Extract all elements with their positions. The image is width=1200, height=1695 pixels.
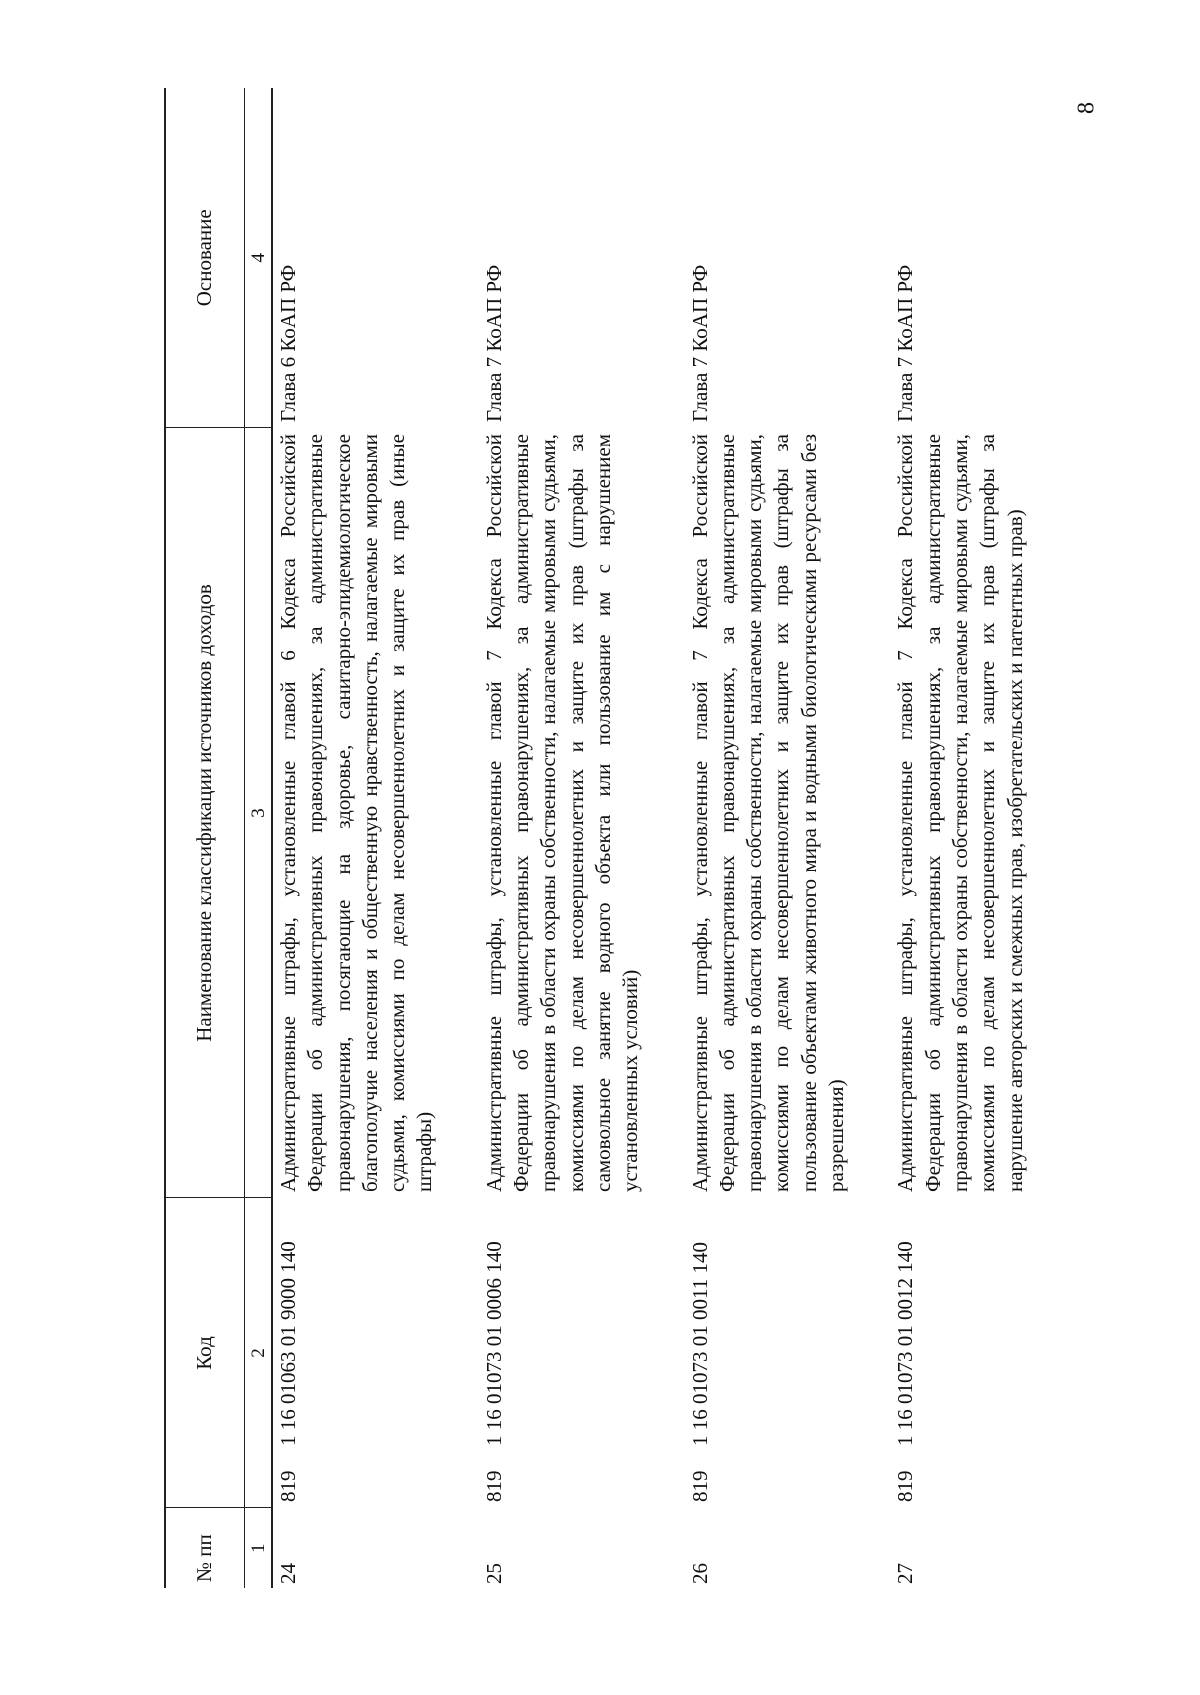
row-description: Административные штрафы, установленные главой 7 Кодекса Российской Федерации об административных правонарушениях, за административные правонарушения в области охраны собственности, налагаемые мировыми судьями, комиссиями по делам несовершеннолетних и защите их прав (штрафы за нарушение авторских и смежных прав, изобретательских и патентных прав) [893, 434, 1027, 1192]
revenue-classification-table [164, 88, 1069, 1588]
income-code: 1 16 01073 01 0012 140 [893, 1241, 918, 1446]
admin-code: 819 [687, 1470, 712, 1502]
rotated-table-container [164, 88, 1027, 1588]
header-code: Код [165, 1198, 245, 1508]
column-number: 3 [245, 428, 273, 1198]
row-number: 24 [276, 1563, 300, 1584]
row-code [685, 1198, 891, 1508]
row-description: Административные штрафы, установленные главой 6 Кодекса Российской Федерации об административных правонарушениях, за административные правонарушения, посягающие на здоровье, санитарно-эпидемиологическое благополучие населения и общественную нравственность, налагаемые мировыми судьями, комиссиями по делам несовершеннолетних и защите их прав (иные штрафы) [276, 434, 437, 1192]
income-code: 1 16 01063 01 9000 140 [276, 1241, 300, 1446]
row-basis: Глава 7 КоАП РФ [687, 264, 712, 422]
header-name: Наименование классификации источников доходов [165, 428, 245, 1198]
column-number: 4 [245, 88, 273, 428]
row-code [272, 1198, 479, 1508]
row-description: Административные штрафы, установленные главой 7 Кодекса Российской Федерации об административных правонарушениях, за административные правонарушения в области охраны собственности, налагаемые мировыми судьями, комиссиями по делам несовершеннолетних и защите их прав (штрафы за самовольное занятие водного объекта или пользование им с нарушением установленных условий) [481, 434, 643, 1192]
table-row [890, 88, 1068, 1588]
row-code [890, 1198, 1068, 1508]
table-row [272, 88, 479, 1588]
admin-code: 819 [276, 1470, 300, 1502]
row-number: 25 [481, 1563, 506, 1584]
admin-code: 819 [481, 1470, 506, 1502]
row-description: Административные штрафы, установленные главой 7 Кодекса Российской Федерации об административных правонарушениях, за административные правонарушения в области охраны собственности, налагаемые мировыми судьями, комиссиями по делам несовершеннолетних и защите их прав (штрафы за пользование объектами животного мира и водными биологическими ресурсами без разрешения) [687, 434, 849, 1192]
income-code: 1 16 01073 01 0006 140 [481, 1241, 506, 1446]
header-row [165, 88, 245, 1588]
table-body [272, 88, 1069, 1588]
column-number: 2 [245, 1198, 273, 1508]
header-num: № пп [165, 1508, 245, 1588]
row-basis: Глава 7 КоАП РФ [481, 264, 506, 422]
income-code: 1 16 01073 01 0011 140 [687, 1242, 712, 1446]
row-code [479, 1198, 685, 1508]
column-number: 1 [245, 1508, 273, 1588]
row-number: 26 [687, 1563, 712, 1584]
table-row [479, 88, 685, 1588]
row-basis: Глава 6 КоАП РФ [276, 264, 300, 422]
row-number: 27 [893, 1563, 918, 1584]
admin-code: 819 [893, 1470, 918, 1502]
column-number-row [245, 88, 273, 1588]
header-basis: Основание [165, 88, 245, 428]
table-row [685, 88, 891, 1588]
page-number: 8 [1073, 102, 1100, 114]
row-basis: Глава 7 КоАП РФ [893, 264, 918, 422]
table-header [165, 88, 272, 1588]
